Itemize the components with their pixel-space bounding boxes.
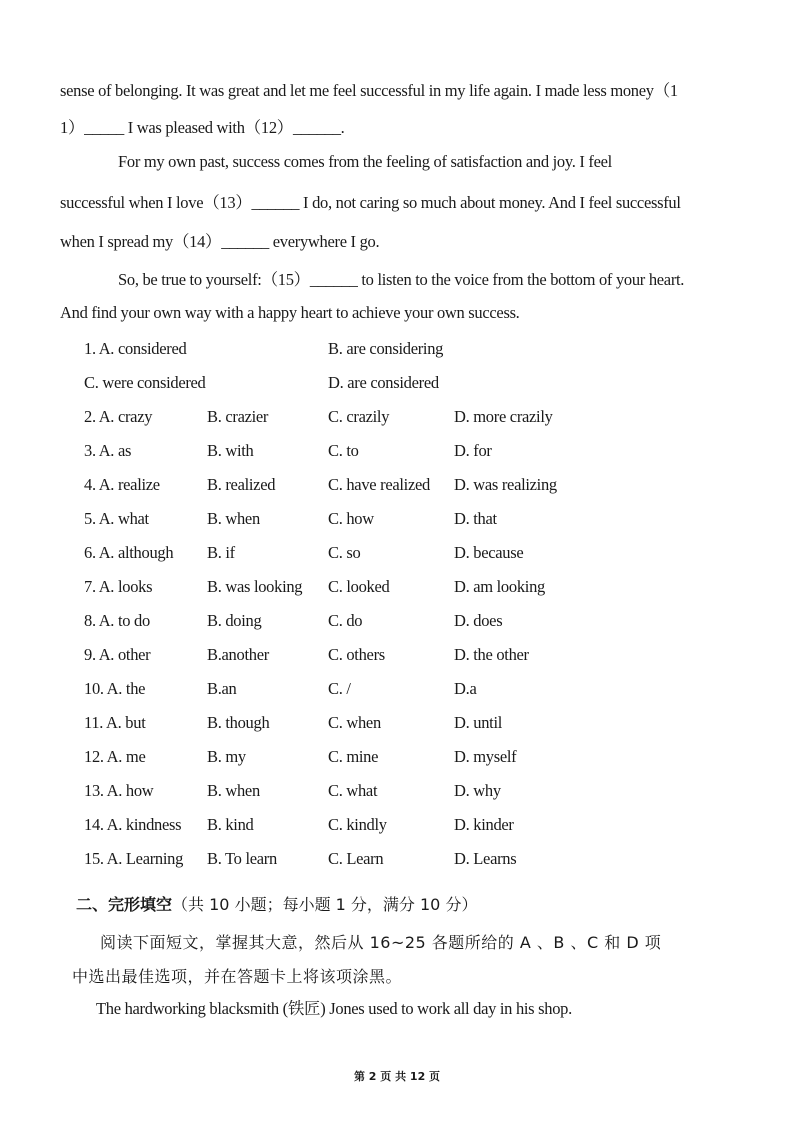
option-d: D. why	[454, 781, 501, 800]
passage-first-line: The hardworking blacksmith (铁匠) Jones used to work all day in his shop.	[96, 999, 572, 1018]
option-b: B. though	[207, 713, 270, 732]
option-b: B. with	[207, 441, 254, 460]
option-b: B. doing	[207, 611, 262, 630]
option-d: D. was realizing	[454, 475, 557, 494]
option-d: D. because	[454, 543, 524, 562]
passage-line-2: 1）_____ I was pleased with（12）______.	[60, 118, 345, 137]
option-c: C. what	[328, 781, 378, 800]
option-a: 14. A. kindness	[84, 815, 182, 834]
option-c: C. crazily	[328, 407, 390, 426]
option-c: C. mine	[328, 747, 379, 766]
option-d: D. Learns	[454, 849, 517, 868]
passage-line-7: And find your own way with a happy heart to achieve your own success.	[60, 303, 520, 322]
option-b: B. realized	[207, 475, 276, 494]
option-a: 13. A. how	[84, 781, 154, 800]
option-b: B. if	[207, 543, 235, 562]
option-b: B. when	[207, 781, 260, 800]
passage-line-4: successful when I love（13）______ I do, not caring so much about money. And I feel successful	[60, 193, 681, 212]
option-c: C. others	[328, 645, 385, 664]
option-a: 7. A. looks	[84, 577, 153, 596]
section-detail: （共 10 小题；每小题 1 分，满分 10 分）	[172, 895, 478, 914]
option-d: D.a	[454, 679, 477, 698]
option-a: 6. A. although	[84, 543, 174, 562]
option-a: 8. A. to do	[84, 611, 150, 630]
option-c: C. looked	[328, 577, 390, 596]
option-b: B. my	[207, 747, 246, 766]
option-b: B. when	[207, 509, 260, 528]
option-b: B. crazier	[207, 407, 269, 426]
option-a: 1. A. considered	[84, 339, 187, 358]
option-d: D. that	[454, 509, 497, 528]
page-footer: 第 2 页 共 12 页	[353, 1070, 441, 1083]
option-b: B.another	[207, 645, 269, 664]
option-c: C. have realized	[328, 475, 430, 494]
option-a: 5. A. what	[84, 509, 149, 528]
option-c: C. kindly	[328, 815, 387, 834]
option-a: 15. A. Learning	[84, 849, 184, 868]
option-d: D. myself	[454, 747, 517, 766]
option-c: C. Learn	[328, 849, 384, 868]
passage-line-5: when I spread my（14）______ everywhere I go.	[60, 232, 380, 251]
passage-line-1: sense of belonging. It was great and let me feel successful in my life again. I made less money（1	[60, 81, 678, 100]
option-d: D. are considered	[328, 373, 439, 392]
option-d: D. the other	[454, 645, 529, 664]
option-d: D. does	[454, 611, 503, 630]
section-title: 完形填空	[108, 895, 173, 914]
option-b: B. are considering	[328, 339, 444, 358]
option-a: 10. A. the	[84, 679, 146, 698]
option-b: B. was looking	[207, 577, 303, 596]
passage-line-3: For my own past, success comes from the feeling of satisfaction and joy. I feel	[118, 152, 612, 171]
section-number: 二、	[76, 895, 109, 914]
instruction-line-2: 中选出最佳选项，并在答题卡上将该项涂黑。	[72, 967, 403, 986]
option-d: D. more crazily	[454, 407, 553, 426]
option-c: C. /	[328, 679, 351, 698]
option-d: D. for	[454, 441, 492, 460]
passage-line-6: So, be true to yourself:（15）______ to listen to the voice from the bottom of your heart.	[118, 270, 685, 289]
option-d: D. until	[454, 713, 503, 732]
option-a: 9. A. other	[84, 645, 151, 664]
instruction-line-1: 阅读下面短文，掌握其大意，然后从 16~25 各题所给的 A 、B 、C 和 D 项	[100, 933, 662, 952]
option-b: B. To learn	[207, 849, 277, 868]
option-c: C. when	[328, 713, 381, 732]
option-c: C. how	[328, 509, 374, 528]
option-b: B. kind	[207, 815, 254, 834]
option-d: D. am looking	[454, 577, 545, 596]
option-d: D. kinder	[454, 815, 514, 834]
option-c: C. were considered	[84, 373, 206, 392]
option-a: 3. A. as	[84, 441, 132, 460]
option-a: 12. A. me	[84, 747, 146, 766]
section-heading	[76, 892, 477, 915]
option-c: C. to	[328, 441, 359, 460]
option-a: 2. A. crazy	[84, 407, 153, 426]
option-a: 11. A. but	[84, 713, 146, 732]
option-c: C. do	[328, 611, 363, 630]
option-a: 4. A. realize	[84, 475, 160, 494]
option-c: C. so	[328, 543, 361, 562]
option-b: B.an	[207, 679, 237, 698]
